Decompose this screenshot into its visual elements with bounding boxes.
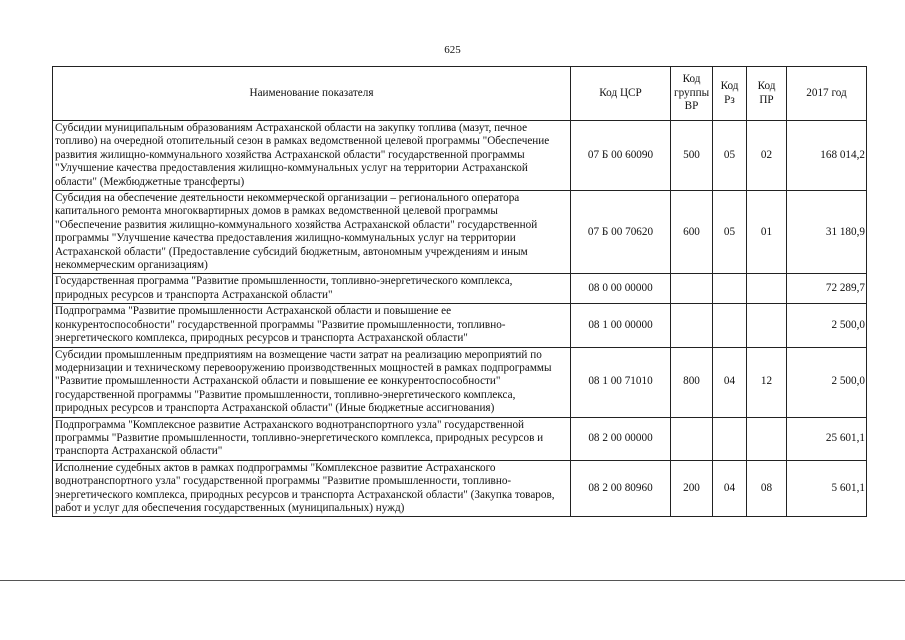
row-name: Подпрограмма "Развитие промышленности Астраханской области и повышение ее конкурентоспособности" государственной программы "Развитие промышленности, топливно-энергетического комплекса, природных ресурсов и транспорта Астраханской области" [53, 304, 571, 347]
row-name: Государственная программа "Развитие промышленности, топливно-энергетического комплекса, природных ресурсов и транспорта Астраханской области" [53, 274, 571, 304]
row-amount: 31 180,9 [787, 191, 867, 274]
row-name: Исполнение судебных актов в рамках подпрограммы "Комплексное развитие Астраханского воднотранспортного узла" государственной программы "Развитие промышленности, топливно-энергетического комплекса, природных ресурсов и транспорта Астраханской области" (Закупка товаров, работ и услуг для обеспечения государственных (муниципальных) нужд) [53, 460, 571, 517]
row-rz [713, 274, 747, 304]
header-vr: Код группы ВР [671, 67, 713, 121]
row-csr: 07 Б 00 60090 [571, 121, 671, 191]
row-pr: 02 [747, 121, 787, 191]
row-vr: 600 [671, 191, 713, 274]
row-pr: 08 [747, 460, 787, 517]
header-year: 2017 год [787, 67, 867, 121]
row-rz: 04 [713, 460, 747, 517]
row-csr: 08 1 00 00000 [571, 304, 671, 347]
row-name: Субсидии промышленным предприятиям на возмещение части затрат на реализацию мероприятий по модернизации и техническому перевооружению производственных мощностей в рамках подпрограммы "Развитие промышленности Астраханской области и повышение ее конкурентоспособности" государственной программы "Развитие промышленности, топливно-энергетического комплекса, природных ресурсов и транспорта Астраханской области" (Иные бюджетные ассигнования) [53, 347, 571, 417]
row-csr: 07 Б 00 70620 [571, 191, 671, 274]
table-row [53, 121, 867, 191]
row-csr: 08 1 00 71010 [571, 347, 671, 417]
row-csr: 08 0 00 00000 [571, 274, 671, 304]
row-rz [713, 304, 747, 347]
budget-table [52, 66, 867, 517]
row-amount: 2 500,0 [787, 347, 867, 417]
row-vr [671, 417, 713, 460]
row-pr [747, 417, 787, 460]
header-pr: Код ПР [747, 67, 787, 121]
row-pr: 01 [747, 191, 787, 274]
table-row [53, 274, 867, 304]
row-pr [747, 274, 787, 304]
row-vr: 500 [671, 121, 713, 191]
row-amount: 72 289,7 [787, 274, 867, 304]
row-amount: 168 014,2 [787, 121, 867, 191]
row-name: Субсидия на обеспечение деятельности некоммерческой организации – регионального оператора капитального ремонта многоквартирных домов в рамках ведомственной целевой программы "Обеспечение развития жилищно-коммунального хозяйства Астраханской области" государственной программы "Улучшение качества предоставления жилищно-коммунальных услуг на территории Астраханской области" (Предоставление субсидий бюджетным, автономным учреждениям и иным некоммерческим организациям) [53, 191, 571, 274]
header-csr: Код ЦСР [571, 67, 671, 121]
table-row [53, 304, 867, 347]
row-name: Подпрограмма "Комплексное развитие Астраханского воднотранспортного узла" государственной программы "Развитие промышленности, топливно-энергетического комплекса, природных ресурсов и транспорта Астраханской области" [53, 417, 571, 460]
table-row [53, 417, 867, 460]
row-rz: 05 [713, 121, 747, 191]
header-name: Наименование показателя [53, 67, 571, 121]
row-amount: 2 500,0 [787, 304, 867, 347]
row-pr: 12 [747, 347, 787, 417]
row-rz [713, 417, 747, 460]
row-vr: 800 [671, 347, 713, 417]
row-vr [671, 274, 713, 304]
row-amount: 5 601,1 [787, 460, 867, 517]
table-row [53, 191, 867, 274]
table-row [53, 460, 867, 517]
table-header-row [53, 67, 867, 121]
row-name: Субсидии муниципальным образованиям Астраханской области на закупку топлива (мазут, печное топливо) на очередной отопительный сезон в рамках ведомственной целевой программы "Обеспечение развития жилищно-коммунального хозяйства Астраханской области" государственной программы "Улучшение качества предоставления жилищно-коммунальных услуг на территории Астраханской области" (Межбюджетные трансферты) [53, 121, 571, 191]
row-csr: 08 2 00 00000 [571, 417, 671, 460]
row-vr [671, 304, 713, 347]
row-amount: 25 601,1 [787, 417, 867, 460]
header-rz: Код Рз [713, 67, 747, 121]
row-rz: 05 [713, 191, 747, 274]
row-vr: 200 [671, 460, 713, 517]
row-pr [747, 304, 787, 347]
page-cut-line [0, 580, 905, 581]
table-row [53, 347, 867, 417]
row-rz: 04 [713, 347, 747, 417]
row-csr: 08 2 00 80960 [571, 460, 671, 517]
page-bottom-margin [0, 588, 905, 640]
page-number: 625 [444, 44, 461, 56]
